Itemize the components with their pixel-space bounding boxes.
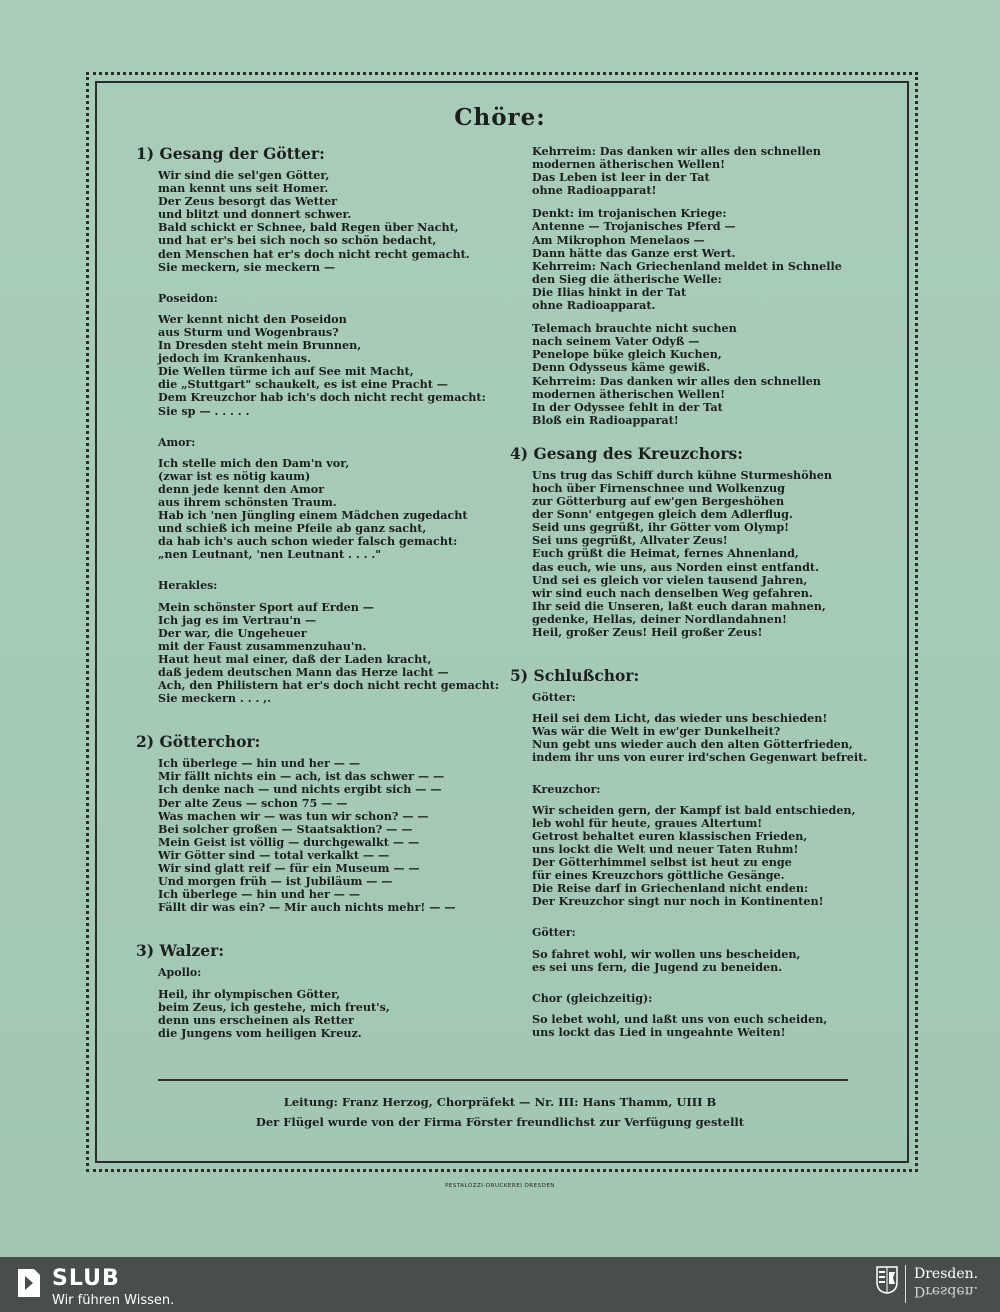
verse-line: modernen ätherischen Wellen! (532, 157, 726, 172)
slub-logo-icon[interactable] (14, 1265, 42, 1301)
verse-line: In der Odyssee fehlt in der Tat (532, 399, 723, 414)
verse-line: da hab ich's auch schon wieder falsch gemacht: (158, 534, 458, 549)
verse-line: Telemach brauchte nicht suchen (532, 321, 737, 336)
verse-line: es sei uns fern, die Jugend zu beneiden. (532, 959, 783, 974)
verse-line: Wir Götter sind — total verkalkt — — (158, 847, 390, 862)
verse-line: Wir sind glatt reif — für ein Museum — — (158, 861, 420, 876)
verse-line: wir sind euch nach denselben Weg gefahren. (532, 585, 813, 600)
page-title: Chöre: (454, 104, 546, 131)
verse-line: gedenke, Hellas, deiner Nordlandahnen! (532, 611, 787, 626)
printer-imprint: PESTALOZZI-DRUCKEREI DRESDEN (445, 1183, 555, 1189)
verse-line: der Sonn' entgegen gleich dem Adlerflug. (532, 507, 793, 522)
verse-line: Mir fällt nichts ein — ach, ist das schwer — — (158, 769, 445, 784)
verse-line: Denn Odysseus käme gewiß. (532, 360, 711, 375)
verse-line: Wer kennt nicht den Poseidon (158, 311, 347, 326)
verse-line: Dem Kreuzchor hab ich's doch nicht recht gemacht: (158, 390, 486, 405)
verse-line: Wir sind die sel'gen Götter, (158, 168, 330, 182)
refrain-1 (532, 145, 869, 197)
verse-line: Was machen wir — was tun wir schon? — — (158, 808, 429, 823)
verse-line: Die Reise darf in Griechenland nicht enden: (532, 881, 809, 896)
verse-line: aus Sturm und Wogenbraus? (158, 324, 339, 339)
piano-credit-line: Der Flügel wurde von der Firma Förster freundlichst zur Verfügung gestellt (255, 1115, 745, 1129)
verse-line: Ach, den Philistern hat er's doch nicht recht gemacht: (158, 678, 500, 693)
verse-line: Und sei es gleich vor vielen tausend Jahren, (532, 572, 808, 587)
refrain-3 (532, 375, 869, 427)
verse-line: So fahret wohl, wir wollen uns bescheiden, (532, 946, 801, 961)
verse-line: „nen Leutnant, 'nen Leutnant . . . ." (158, 547, 382, 562)
verse-line: Ihr seid die Unseren, laßt euch daran mahnen, (532, 598, 826, 613)
verse-line: modernen ätherischen Wellen! (532, 386, 726, 401)
viewer-footer-bar (0, 1257, 1000, 1312)
verse-line: uns lockt die Welt und neuer Taten Ruhm! (532, 841, 799, 856)
verse-line: Fällt dir was ein? — Mir auch nichts mehr! — — (158, 900, 456, 915)
slub-name[interactable]: SLUB (52, 1266, 120, 1291)
verse-line: Penelope büke gleich Kuchen, (532, 347, 722, 362)
section-title-4: 4) Gesang des Kreuzchors: (510, 443, 743, 463)
verse-line: und hat er's bei sich noch so schön bedacht, (158, 233, 437, 248)
stanza-telemach (532, 322, 869, 374)
section-title-3: 3) Walzer: (136, 941, 225, 961)
verse-line: und blitzt und donnert schwer. (158, 207, 352, 222)
speaker-herakles: Herakles: (158, 579, 218, 593)
verse-line: In Dresden steht mein Brunnen, (158, 338, 362, 353)
verse-line: Ich jag es im Vertrau'n — (158, 612, 317, 627)
verse-line: Heil, großer Zeus! Heil großer Zeus! (532, 625, 763, 639)
verse-herakles (158, 601, 505, 706)
verse-line: für eines Kreuzchors göttliche Gesänge. (532, 868, 785, 883)
verse-line: Denkt: im trojanischen Kriege: (532, 206, 727, 221)
verse-goetter-1 (532, 712, 869, 764)
verse-line: Der war, die Ungeheuer (158, 625, 307, 640)
verse-amor (158, 457, 505, 562)
verse-line: Der Götterhimmel selbst ist heut zu enge (532, 855, 792, 870)
verse-line: beim Zeus, ich gestehe, mich freut's, (158, 999, 390, 1014)
speaker-chor: Chor (gleichzeitig): (532, 991, 653, 1005)
section-title-1: 1) Gesang der Götter: (136, 144, 325, 163)
right-column (510, 144, 869, 1039)
verse-line: denn uns erscheinen als Retter (158, 1012, 354, 1027)
verse-line: ohne Radioapparat! (532, 183, 657, 198)
verse-line: hoch über Firnenschnee und Wolkenzug (532, 480, 785, 495)
verse-line: Die Wellen türme ich auf See mit Macht, (158, 364, 414, 379)
verse-line: Heil sei dem Licht, das wieder uns beschieden! (532, 711, 828, 726)
dresden-crest-icon[interactable] (876, 1266, 898, 1294)
verse-line: mit der Faust zusammenzuhau'n. (158, 638, 367, 653)
verse-line: Was wär die Welt in ew'ger Dunkelheit? (532, 724, 781, 739)
speaker-kreuzchor: Kreuzchor: (532, 782, 601, 796)
verse-line: Hab ich 'nen Jüngling einem Mädchen zugedacht (158, 508, 468, 523)
verse-line: Und morgen früh — ist Jubiläum — — (158, 874, 393, 889)
verse-line: Euch grüßt die Heimat, fernes Ahnenland, (532, 546, 799, 561)
verse-line: Ich überlege — hin und her — — (158, 887, 361, 902)
verse-line: Getrost behaltet euren klassischen Frieden, (532, 828, 808, 843)
verse-line: Heil, ihr olympischen Götter, (158, 986, 341, 1001)
verse-line: jedoch im Krankenhaus. (158, 351, 311, 366)
verse-line: Kehrreim: Das danken wir alles den schnellen (532, 144, 821, 158)
verse-line: Seid uns gegrüßt, ihr Götter vom Olymp! (532, 520, 790, 535)
verse-line: Das Leben ist leer in der Tat (532, 170, 710, 185)
stanza-trojan (532, 207, 869, 259)
verse-line: die Jungens vom heiligen Kreuz. (158, 1025, 362, 1040)
verse-line: Mein schönster Sport auf Erden — (158, 599, 374, 614)
verse-line: Antenne — Trojanisches Pferd — (532, 219, 736, 234)
speaker-apollo: Apollo: (158, 966, 202, 980)
speaker-goetter-2: Götter: (532, 926, 576, 940)
verse-line: Der Kreuzchor singt nur noch in Kontinenten! (532, 894, 824, 909)
verse-line: daß jedem deutschen Mann das Herze lacht — (158, 665, 449, 679)
verse-line: aus ihrem schönsten Traum. (158, 494, 337, 509)
verse-kreuzchor-final (532, 804, 869, 909)
verse-line: Ich stelle mich den Dam'n vor, (158, 455, 350, 470)
speaker-goetter: Götter: (532, 691, 576, 705)
verse-line: nach seinem Vater Odyß — (532, 334, 700, 349)
verse-line: Der alte Zeus — schon 75 — — (158, 795, 348, 810)
verse-line: Dann hätte das Ganze erst Wert. (532, 245, 736, 260)
verse-line: (zwar ist es nötig kaum) (158, 468, 311, 483)
verse-line: Am Mikrophon Menelaos — (532, 232, 705, 247)
verse-line: Bei solcher großen — Staatsaktion? — — (158, 821, 413, 836)
verse-line: man kennt uns seit Homer. (158, 181, 329, 196)
verse-gesang-der-goetter (158, 169, 505, 274)
verse-line: Sei uns gegrüßt, Allvater Zeus! (532, 533, 728, 548)
verse-line: Die Ilias hinkt in der Tat (532, 284, 687, 299)
slub-tagline: Wir führen Wissen. (52, 1293, 175, 1308)
verse-line: Wir scheiden gern, der Kampf ist bald entschieden, (532, 802, 856, 817)
divider-rule (158, 1079, 848, 1081)
verse-goetterchor (158, 757, 505, 914)
dresden-logo-text[interactable]: Dresden. (914, 1266, 979, 1282)
verse-chor (532, 1013, 869, 1039)
verse-line: Nun gebt uns wieder auch den alten Götterfrieden, (532, 737, 853, 752)
verse-line: das euch, wie uns, aus Norden einst entfandt. (532, 559, 819, 574)
verse-apollo (158, 988, 505, 1040)
verse-line: Bloß ein Radioapparat! (532, 412, 679, 427)
verse-line: Uns trug das Schiff durch kühne Sturmeshöhen (532, 467, 832, 482)
verse-line: die „Stuttgart" schaukelt, es ist eine Pracht — (158, 377, 448, 392)
verse-line: zur Götterburg auf ew'gen Bergeshöhen (532, 494, 785, 509)
verse-kreuzchor (532, 469, 869, 639)
verse-line: indem ihr uns von eurer ird'schen Gegenwart befreit. (532, 750, 868, 765)
verse-goetter-2 (532, 948, 869, 974)
speaker-poseidon: Poseidon: (158, 291, 218, 305)
credits-line: Leitung: Franz Herzog, Chorpräfekt — Nr. III: Hans Thamm, UIII B (283, 1095, 717, 1109)
verse-line: denn jede kennt den Amor (158, 481, 325, 496)
verse-line: Sie sp — . . . . . (158, 403, 250, 418)
verse-line: Ich denke nach — und nichts ergibt sich — — (158, 782, 442, 797)
verse-poseidon (158, 313, 505, 418)
verse-line: leb wohl für heute, graues Altertum! (532, 815, 763, 830)
speaker-amor: Amor: (158, 435, 196, 449)
verse-line: Sie meckern, sie meckern — (158, 259, 336, 274)
verse-line: Mein Geist ist völlig — durchgewalkt — — (158, 834, 420, 849)
refrain-2 (532, 260, 869, 312)
dresden-logo-reflection: Dresden. (914, 1283, 979, 1299)
verse-line: ohne Radioapparat. (532, 298, 656, 313)
verse-line: Kehrreim: Nach Griechenland meldet in Schnelle (532, 258, 842, 273)
section-title-5: 5) Schlußchor: (510, 666, 640, 686)
verse-line: Kehrreim: Das danken wir alles den schnellen (532, 373, 821, 388)
verse-line: und schieß ich meine Pfeile ab ganz sacht, (158, 521, 427, 536)
verse-line: Haut heut mal einer, daß der Laden kracht, (158, 651, 432, 666)
verse-line: den Menschen hat er's doch nicht recht gemacht. (158, 246, 470, 261)
verse-line: So lebet wohl, und laßt uns von euch scheiden, (532, 1011, 828, 1026)
verse-line: Sie meckern . . . ,. (158, 691, 272, 706)
verse-line: Der Zeus besorgt das Wetter (158, 194, 338, 209)
verse-line: Bald schickt er Schnee, bald Regen über Nacht, (158, 220, 459, 235)
verse-line: den Sieg die ätherische Welle: (532, 271, 722, 286)
verse-line: uns lockt das Lied in ungeahnte Weiten! (532, 1024, 786, 1039)
verse-line: Ich überlege — hin und her — — (158, 756, 361, 771)
section-title-2: 2) Götterchor: (136, 732, 261, 752)
left-column (136, 144, 505, 1040)
